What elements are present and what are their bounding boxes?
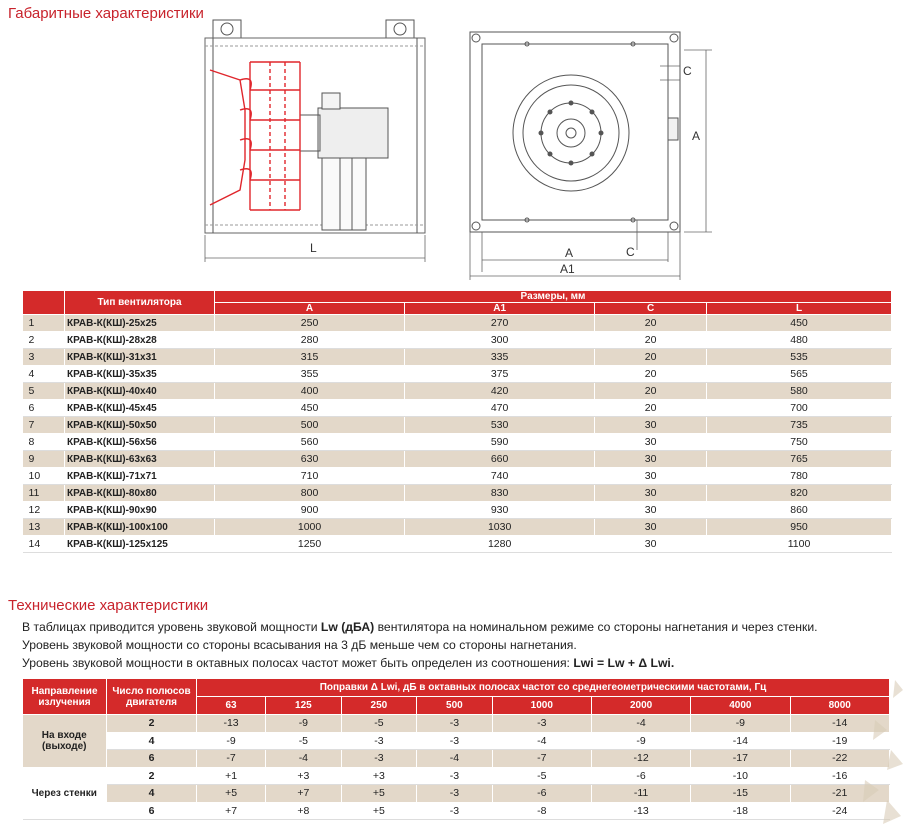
decorative-pattern	[825, 660, 905, 831]
value-c: 30	[595, 502, 707, 519]
correction-value: -11	[591, 785, 690, 803]
value-c: 30	[595, 434, 707, 451]
correction-value: -14	[790, 715, 890, 733]
correction-value: -10	[691, 767, 790, 785]
value-a: 1000	[215, 519, 405, 536]
correction-value: -6	[591, 767, 690, 785]
value-a1: 300	[405, 332, 595, 349]
fan-type: КРАВ-К(КШ)-56x56	[65, 434, 215, 451]
correction-value: -5	[266, 732, 342, 750]
row-number: 6	[23, 400, 65, 417]
dims-row	[23, 400, 892, 417]
row-number: 7	[23, 417, 65, 434]
correction-value: -9	[197, 732, 266, 750]
fan-type: КРАВ-К(КШ)-125x125	[65, 536, 215, 553]
dims-header-c: C	[595, 303, 707, 315]
dimensions-table	[22, 290, 892, 553]
noise-header-direction: Направление излучения	[23, 679, 107, 715]
correction-value: +5	[341, 802, 417, 820]
value-c: 20	[595, 332, 707, 349]
correction-value: -4	[417, 750, 493, 768]
value-a: 315	[215, 349, 405, 366]
freq-header: 500	[417, 697, 493, 715]
dims-row	[23, 502, 892, 519]
label-c-top: C	[683, 64, 692, 78]
noise-header-poles: Число полюсов двигателя	[107, 679, 197, 715]
correction-value: -4	[266, 750, 342, 768]
correction-value: -3	[417, 767, 493, 785]
correction-value: -3	[417, 785, 493, 803]
label-a-bottom: A	[565, 246, 574, 260]
noise-row	[23, 732, 890, 750]
dims-header-sizes: Размеры, мм	[215, 291, 892, 303]
value-a: 500	[215, 417, 405, 434]
fan-type: КРАВ-К(КШ)-28x28	[65, 332, 215, 349]
row-number: 13	[23, 519, 65, 536]
value-a1: 740	[405, 468, 595, 485]
correction-value: -9	[691, 715, 790, 733]
fan-type: КРАВ-К(КШ)-25x25	[65, 315, 215, 332]
value-l: 535	[707, 349, 892, 366]
value-a: 1250	[215, 536, 405, 553]
correction-value: -19	[790, 732, 890, 750]
correction-value: +7	[197, 802, 266, 820]
value-l: 860	[707, 502, 892, 519]
label-a-side: A	[692, 129, 701, 143]
label-l: L	[310, 241, 317, 255]
noise-table	[22, 678, 890, 820]
value-l: 780	[707, 468, 892, 485]
value-c: 20	[595, 349, 707, 366]
row-number: 9	[23, 451, 65, 468]
value-c: 20	[595, 400, 707, 417]
dims-row	[23, 451, 892, 468]
poles-value: 6	[107, 802, 197, 820]
correction-value: -15	[691, 785, 790, 803]
dims-body	[23, 315, 892, 553]
dims-header-l: L	[707, 303, 892, 315]
value-a1: 335	[405, 349, 595, 366]
correction-value: -3	[417, 715, 493, 733]
correction-value: -8	[492, 802, 591, 820]
value-a1: 830	[405, 485, 595, 502]
dims-row	[23, 417, 892, 434]
value-a1: 930	[405, 502, 595, 519]
direction-group-label: На входе (выходе)	[23, 715, 107, 768]
correction-value: -13	[197, 715, 266, 733]
correction-value: +3	[341, 767, 417, 785]
correction-value: -4	[492, 732, 591, 750]
noise-row	[23, 767, 890, 785]
value-c: 20	[595, 383, 707, 400]
correction-value: -9	[591, 732, 690, 750]
correction-value: -18	[691, 802, 790, 820]
value-a: 250	[215, 315, 405, 332]
row-number: 8	[23, 434, 65, 451]
value-l: 735	[707, 417, 892, 434]
value-a1: 660	[405, 451, 595, 468]
value-a1: 1280	[405, 536, 595, 553]
correction-value: -21	[790, 785, 890, 803]
dims-header-a1: A1	[405, 303, 595, 315]
value-c: 30	[595, 536, 707, 553]
fan-type: КРАВ-К(КШ)-35x35	[65, 366, 215, 383]
correction-value: +5	[341, 785, 417, 803]
correction-value: -3	[417, 732, 493, 750]
dims-row	[23, 366, 892, 383]
dims-header-a: A	[215, 303, 405, 315]
impeller-drawing	[210, 62, 300, 210]
value-a: 560	[215, 434, 405, 451]
value-a1: 270	[405, 315, 595, 332]
dims-header-num	[23, 291, 65, 315]
poles-value: 4	[107, 732, 197, 750]
value-a: 710	[215, 468, 405, 485]
fan-type: КРАВ-К(КШ)-40x40	[65, 383, 215, 400]
correction-value: -13	[591, 802, 690, 820]
freq-header: 63	[197, 697, 266, 715]
row-number: 10	[23, 468, 65, 485]
value-l: 820	[707, 485, 892, 502]
correction-value: +5	[197, 785, 266, 803]
value-l: 950	[707, 519, 892, 536]
noise-row	[23, 750, 890, 768]
freq-header: 8000	[790, 697, 890, 715]
value-l: 765	[707, 451, 892, 468]
correction-value: -3	[341, 732, 417, 750]
value-a1: 530	[405, 417, 595, 434]
poles-value: 6	[107, 750, 197, 768]
correction-value: -22	[790, 750, 890, 768]
row-number: 11	[23, 485, 65, 502]
row-number: 2	[23, 332, 65, 349]
dims-row	[23, 332, 892, 349]
p1-text-a: В таблицах приводится уровень звуковой мощности	[22, 620, 321, 634]
value-l: 480	[707, 332, 892, 349]
side-view-drawing	[205, 20, 425, 233]
fan-type: КРАВ-К(КШ)-71x71	[65, 468, 215, 485]
row-number: 3	[23, 349, 65, 366]
value-c: 30	[595, 485, 707, 502]
poles-value: 4	[107, 785, 197, 803]
correction-value: -24	[790, 802, 890, 820]
row-number: 14	[23, 536, 65, 553]
paragraph-2: Уровень звуковой мощности со стороны всасывания на 3 дБ меньше чем со стороны нагнетания.	[22, 638, 577, 652]
value-l: 750	[707, 434, 892, 451]
direction-group-label: Через стенки	[23, 767, 107, 820]
fan-type: КРАВ-К(КШ)-100x100	[65, 519, 215, 536]
p1-text-c: вентилятора на номинальном режиме со стороны нагнетания и через стенки.	[374, 620, 818, 634]
freq-header: 250	[341, 697, 417, 715]
fan-type: КРАВ-К(КШ)-90x90	[65, 502, 215, 519]
paragraph-1	[22, 619, 818, 636]
correction-value: -14	[691, 732, 790, 750]
dims-row	[23, 315, 892, 332]
value-a: 400	[215, 383, 405, 400]
correction-value: -7	[197, 750, 266, 768]
noise-body	[23, 715, 890, 820]
fan-type: КРАВ-К(КШ)-45x45	[65, 400, 215, 417]
correction-value: -5	[341, 715, 417, 733]
value-a: 280	[215, 332, 405, 349]
correction-value: -3	[417, 802, 493, 820]
value-a: 630	[215, 451, 405, 468]
poles-value: 2	[107, 767, 197, 785]
value-a1: 420	[405, 383, 595, 400]
correction-value: +3	[266, 767, 342, 785]
row-number: 4	[23, 366, 65, 383]
row-number: 5	[23, 383, 65, 400]
value-a1: 375	[405, 366, 595, 383]
value-c: 30	[595, 417, 707, 434]
value-a: 800	[215, 485, 405, 502]
front-dimensions	[470, 50, 712, 280]
value-l: 700	[707, 400, 892, 417]
value-c: 30	[595, 519, 707, 536]
value-a: 900	[215, 502, 405, 519]
dims-row	[23, 536, 892, 553]
row-number: 12	[23, 502, 65, 519]
section-title-dimensions: Габаритные характеристики	[8, 5, 204, 22]
value-a1: 590	[405, 434, 595, 451]
paragraph-3	[22, 655, 674, 672]
freq-header: 125	[266, 697, 342, 715]
label-a1-bottom: A1	[560, 262, 575, 276]
row-number: 1	[23, 315, 65, 332]
value-a: 355	[215, 366, 405, 383]
dims-header-type: Тип вентилятора	[65, 291, 215, 315]
p3-formula: Lwi = Lw + Δ Lwi.	[573, 656, 675, 670]
value-a1: 1030	[405, 519, 595, 536]
fan-type: КРАВ-К(КШ)-63x63	[65, 451, 215, 468]
value-l: 450	[707, 315, 892, 332]
value-a1: 470	[405, 400, 595, 417]
p1-text-bold: Lw (дБА)	[320, 620, 375, 634]
section-title-technical: Технические характеристики	[8, 597, 209, 614]
freq-header: 1000	[492, 697, 591, 715]
correction-value: -5	[492, 767, 591, 785]
dims-row	[23, 383, 892, 400]
value-l: 580	[707, 383, 892, 400]
value-c: 20	[595, 366, 707, 383]
value-l: 1100	[707, 536, 892, 553]
fan-type: КРАВ-К(КШ)-80x80	[65, 485, 215, 502]
correction-value: +8	[266, 802, 342, 820]
value-c: 30	[595, 451, 707, 468]
fan-drawings	[0, 0, 905, 290]
noise-row	[23, 715, 890, 733]
noise-row	[23, 785, 890, 803]
label-c-bottom: C	[626, 245, 635, 259]
correction-value: +7	[266, 785, 342, 803]
correction-value: -4	[591, 715, 690, 733]
dims-row	[23, 468, 892, 485]
correction-value: -12	[591, 750, 690, 768]
fan-type: КРАВ-К(КШ)-31x31	[65, 349, 215, 366]
correction-value: -16	[790, 767, 890, 785]
correction-value: -17	[691, 750, 790, 768]
dims-row	[23, 519, 892, 536]
fan-type: КРАВ-К(КШ)-50x50	[65, 417, 215, 434]
noise-header-corrections: Поправки Δ Lwi, дБ в октавных полосах частот со среднегеометрическими частотами, Гц	[197, 679, 890, 697]
value-a: 450	[215, 400, 405, 417]
value-l: 565	[707, 366, 892, 383]
dims-row	[23, 485, 892, 502]
value-c: 30	[595, 468, 707, 485]
p3-text-a: Уровень звуковой мощности в октавных полосах частот может быть определен из соотношения:	[22, 656, 574, 670]
value-c: 20	[595, 315, 707, 332]
poles-value: 2	[107, 715, 197, 733]
noise-row	[23, 802, 890, 820]
correction-value: -7	[492, 750, 591, 768]
freq-header: 4000	[691, 697, 790, 715]
correction-value: -9	[266, 715, 342, 733]
correction-value: -6	[492, 785, 591, 803]
correction-value: -3	[492, 715, 591, 733]
correction-value: +1	[197, 767, 266, 785]
freq-header: 2000	[591, 697, 690, 715]
front-view-drawing	[470, 32, 680, 232]
dims-row	[23, 434, 892, 451]
dims-row	[23, 349, 892, 366]
correction-value: -3	[341, 750, 417, 768]
